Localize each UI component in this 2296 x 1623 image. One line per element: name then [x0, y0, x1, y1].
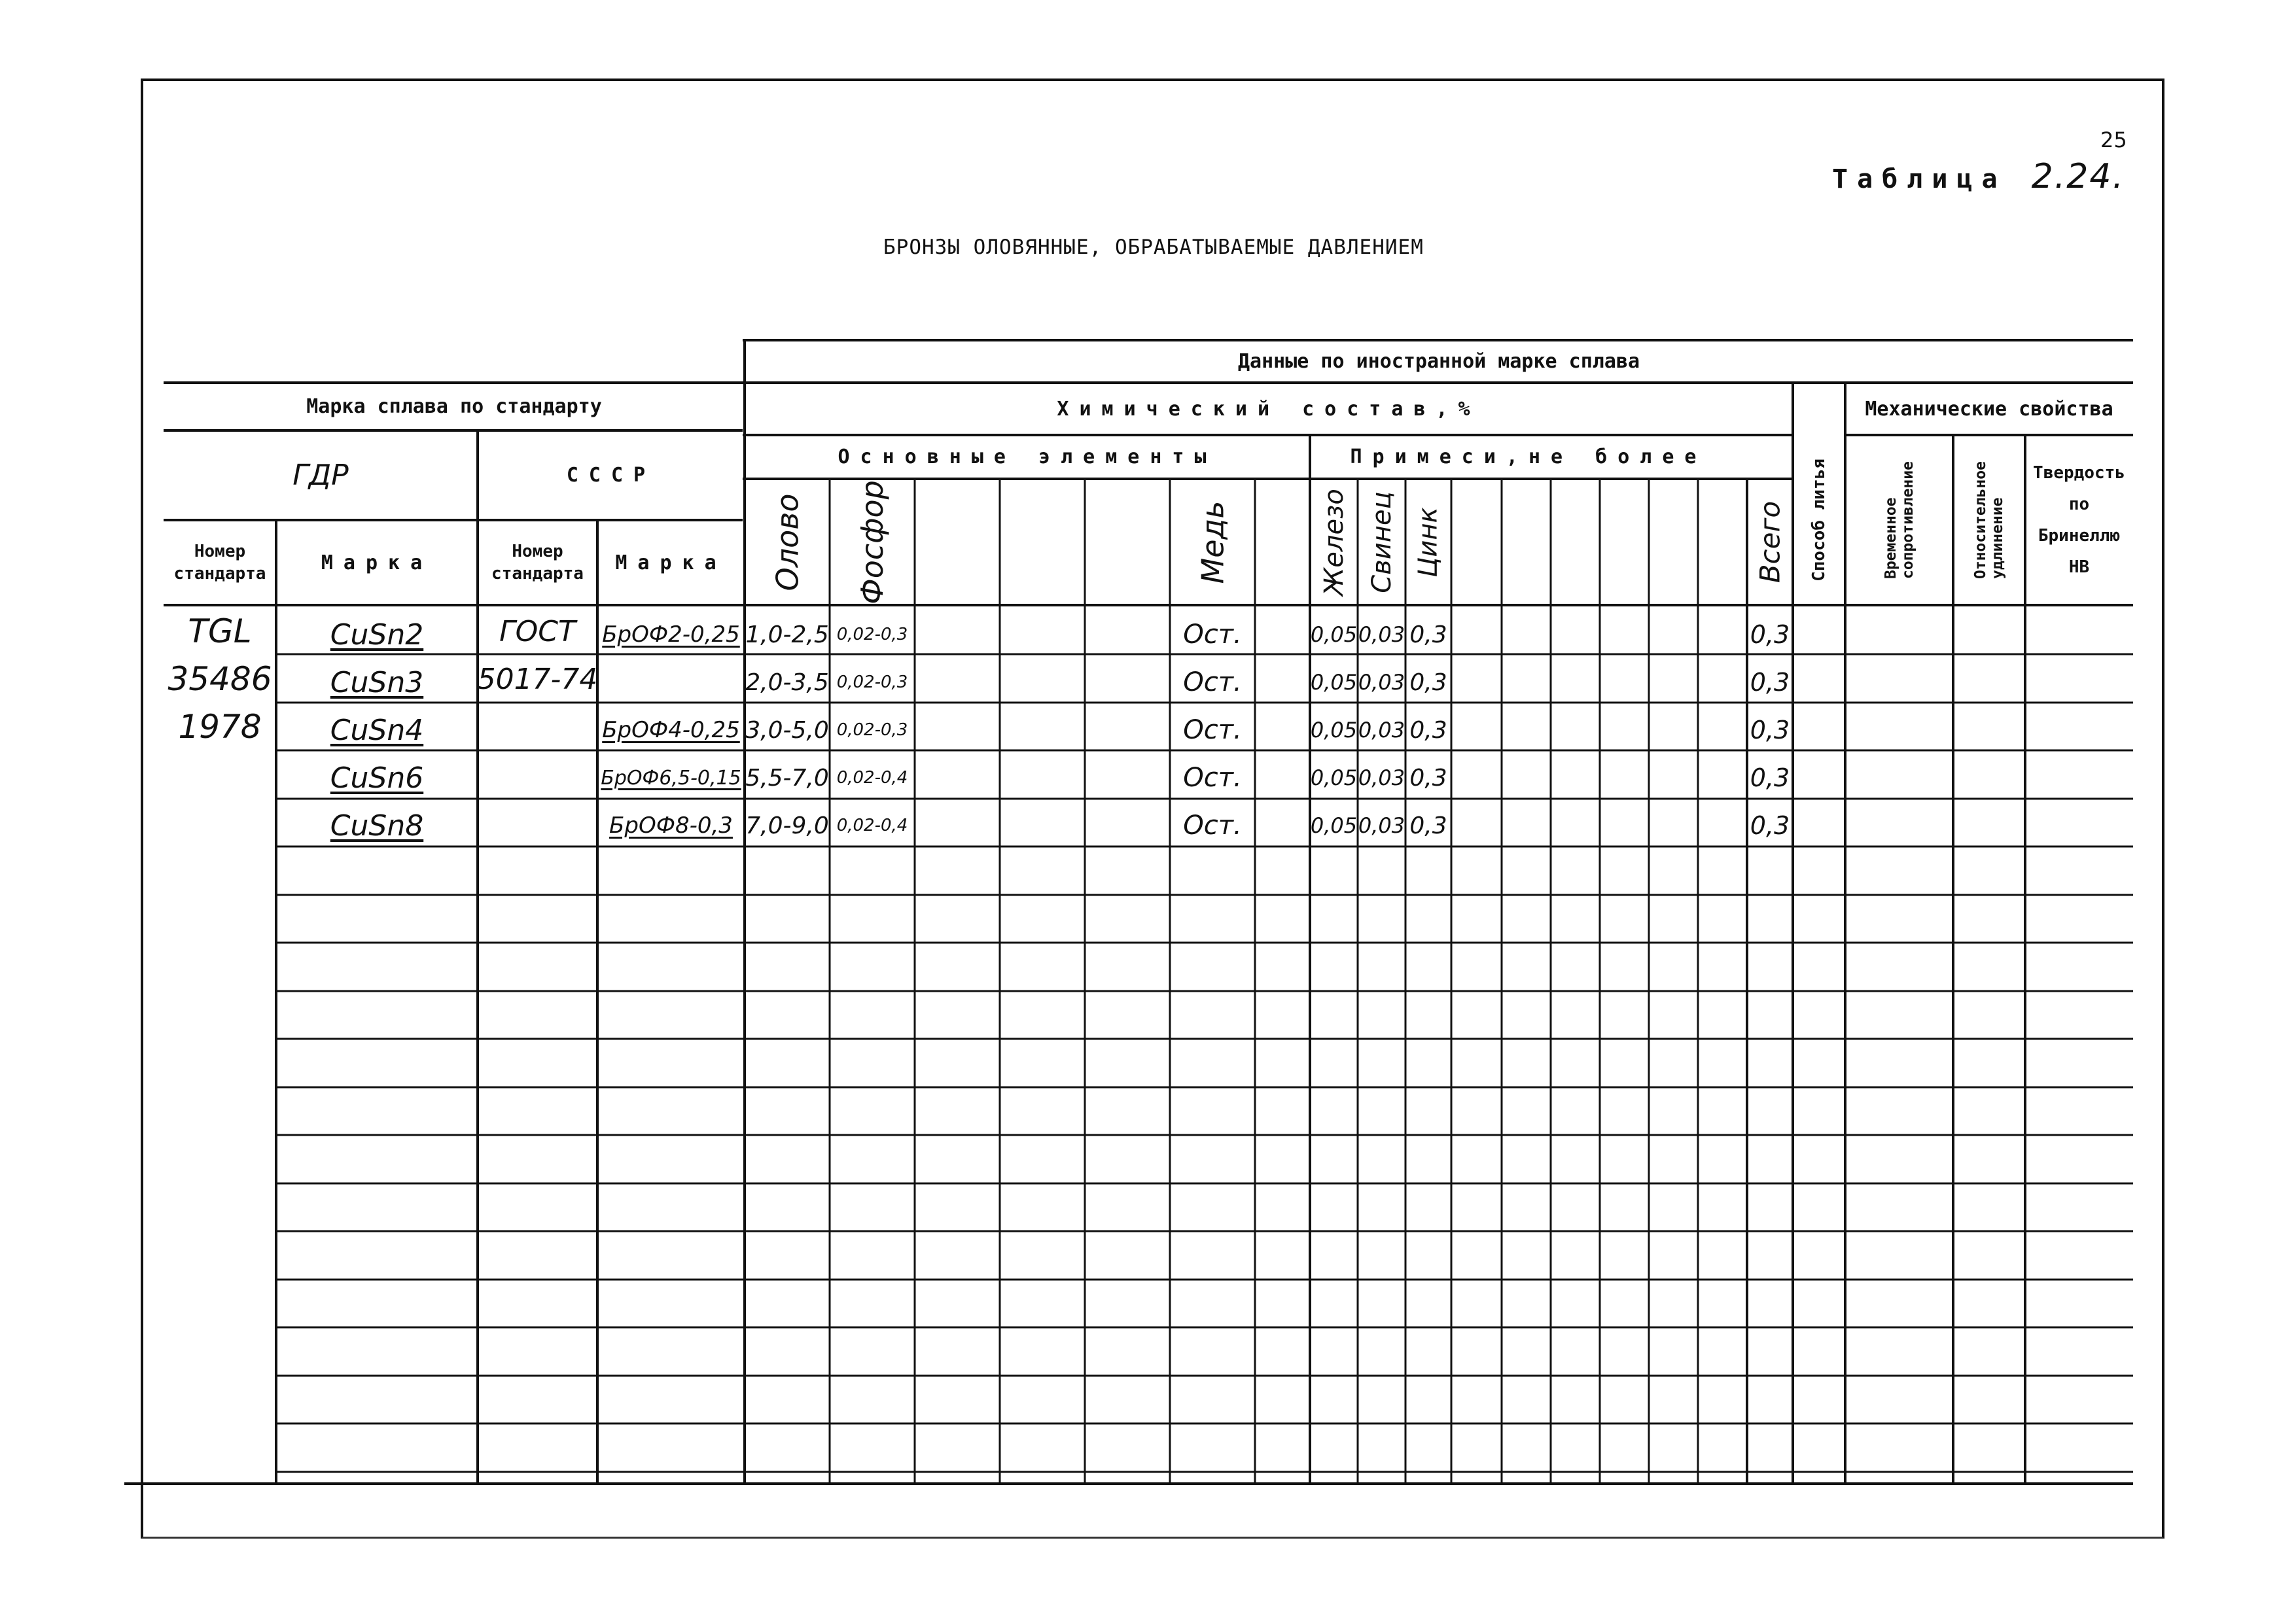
header-copper: Медь — [1195, 500, 1230, 584]
header-tensile-strength: Временное сопротивление — [1882, 461, 1916, 580]
iron-value: 0,05 — [1310, 622, 1358, 647]
header-ussr-grade: Марка — [615, 551, 727, 574]
ussr-standard-line1: ГОСТ — [499, 614, 576, 648]
header-zinc: Цинк — [1413, 506, 1443, 578]
tin-value: 2,0-3,5 — [745, 669, 829, 696]
header-foreign-data: Данные по иностранной марке сплава — [1237, 350, 1640, 373]
total-value: 0,3 — [1750, 668, 1790, 697]
lead-value: 0,03 — [1358, 622, 1405, 647]
lead-value: 0,03 — [1358, 718, 1405, 742]
ussr-grade: БрОФ4-0,25 — [602, 717, 740, 743]
table-label: Таблица — [1832, 164, 2007, 194]
ussr-grade — [597, 659, 745, 705]
phosphorus-value: 0,02-0,4 — [836, 768, 908, 788]
zinc-value: 0,3 — [1409, 812, 1447, 839]
header-gdr-grade: Марка — [321, 551, 433, 574]
header-iron: Железо — [1318, 488, 1349, 596]
header-lead: Свинец — [1366, 491, 1397, 593]
table-number: 2.24. — [2031, 157, 2125, 196]
ussr-grade: БрОФ8-0,3 — [609, 812, 733, 839]
total-value: 0,3 — [1750, 716, 1790, 744]
header-total: Всего — [1754, 500, 1786, 584]
lead-value: 0,03 — [1358, 813, 1405, 838]
ussr-grade: БрОФ2-0,25 — [602, 621, 740, 648]
gdr-standard-line2: 35486 — [168, 660, 272, 698]
zinc-value: 0,3 — [1409, 716, 1447, 744]
ussr-grade: БрОФ6,5-0,15 — [601, 766, 741, 790]
lead-value: 0,03 — [1358, 670, 1405, 695]
copper-value: Ост. — [1183, 620, 1242, 650]
copper-value: Ост. — [1183, 763, 1242, 793]
header-alloy-grade-by-standard: Марка сплава по стандарту — [306, 395, 602, 418]
zinc-value: 0,3 — [1409, 764, 1447, 792]
tin-value: 3,0-5,0 — [745, 716, 829, 744]
iron-value: 0,05 — [1310, 718, 1358, 742]
total-value: 0,3 — [1750, 620, 1790, 649]
gdr-grade: CuSn2 — [330, 618, 424, 652]
copper-value: Ост. — [1183, 715, 1242, 745]
header-impurities: Примеси,не более — [1350, 445, 1707, 468]
header-chem-composition: Химический состав,% — [1057, 397, 1481, 421]
gdr-standard-line1: TGL — [188, 612, 252, 650]
iron-value: 0,05 — [1310, 670, 1358, 695]
gdr-grade: CuSn3 — [330, 665, 424, 699]
phosphorus-value: 0,02-0,4 — [836, 816, 908, 835]
page-title: БРОНЗЫ ОЛОВЯННЫЕ, ОБРАБАТЫВАЕМЫЕ ДАВЛЕНИЕМ — [883, 236, 1424, 259]
gdr-standard-line3: 1978 — [178, 708, 262, 746]
header-gdr-standard-number: Номер стандарта — [173, 542, 266, 584]
header-ussr: СССР — [566, 464, 656, 487]
phosphorus-value: 0,02-0,3 — [836, 625, 908, 644]
tin-value: 7,0-9,0 — [745, 812, 829, 839]
header-gdr: ГДР — [292, 459, 349, 492]
ussr-standard-line2: 5017-74 — [478, 662, 597, 696]
header-casting-method: Способ литья — [1809, 459, 1829, 582]
gdr-grade: CuSn4 — [330, 713, 424, 747]
phosphorus-value: 0,02-0,3 — [836, 720, 908, 740]
header-phosphorus: Фосфор — [855, 480, 890, 604]
gdr-grade: CuSn8 — [330, 809, 424, 843]
tin-value: 5,5-7,0 — [745, 764, 829, 792]
header-hardness: Твердость по Бринеллю НВ — [2033, 463, 2125, 577]
header-tin: Олово — [769, 493, 805, 591]
copper-value: Ост. — [1183, 811, 1242, 841]
total-value: 0,3 — [1750, 811, 1790, 840]
tin-value: 1,0-2,5 — [745, 621, 829, 648]
page-number: 25 — [2100, 128, 2127, 152]
total-value: 0,3 — [1750, 763, 1790, 792]
iron-value: 0,05 — [1310, 765, 1358, 790]
phosphorus-value: 0,02-0,3 — [836, 672, 908, 692]
header-ussr-standard-number: Номер стандарта — [491, 542, 584, 584]
header-mech-properties: Механические свойства — [1865, 397, 2113, 421]
iron-value: 0,05 — [1310, 813, 1358, 838]
gdr-grade: CuSn6 — [330, 761, 424, 795]
copper-value: Ост. — [1183, 667, 1242, 697]
header-elongation: Относительное удлинение — [1972, 461, 2007, 580]
header-main-elements: Основные элементы — [838, 445, 1217, 468]
zinc-value: 0,3 — [1409, 621, 1447, 648]
zinc-value: 0,3 — [1409, 669, 1447, 696]
lead-value: 0,03 — [1358, 765, 1405, 790]
